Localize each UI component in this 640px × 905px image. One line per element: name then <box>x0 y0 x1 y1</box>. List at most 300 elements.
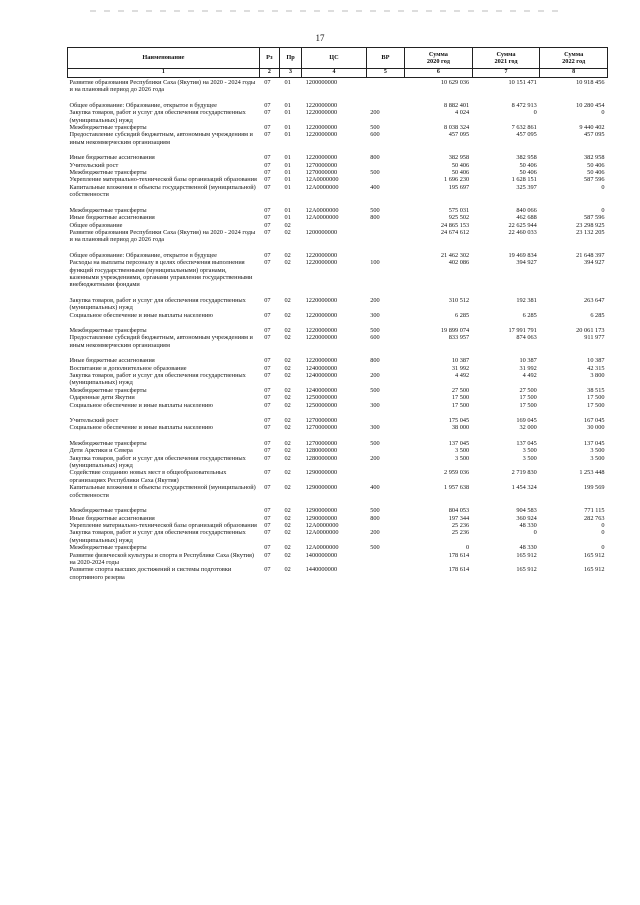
cell-sum-2021: 50 406 <box>519 161 537 169</box>
cell-cs: 12А0000000 <box>305 521 339 529</box>
cell-sum-2022: 167 045 <box>584 417 605 425</box>
cell-rz: 07 <box>264 521 271 529</box>
table-row <box>68 214 608 221</box>
cell-cs: 1440000000 <box>305 566 338 574</box>
cell-name: Укрепление материально-технической базы организаций образования <box>69 521 257 529</box>
cell-sum-2021: 169 045 <box>516 417 537 425</box>
cell-name: Общее образование: Образование, открытое в будущее <box>69 251 217 259</box>
cell-vr <box>366 394 404 401</box>
cell-name: Закупка товаров, работ и услуг для обеспечения государственных (муниципальных) нужд <box>69 454 246 470</box>
header-cs: ЦС <box>302 48 367 69</box>
cell-sum-2022: 394 927 <box>584 259 605 267</box>
cell-pr: 02 <box>284 221 291 229</box>
cell-rz: 07 <box>264 214 271 222</box>
cell-sum-2022: 21 648 397 <box>576 251 605 259</box>
cell-name: Общее образование <box>69 221 123 229</box>
table-row <box>68 252 608 259</box>
cell-vr: 500 <box>370 326 380 334</box>
cell-sum-2021: 4 492 <box>522 372 537 379</box>
table-row <box>68 484 608 499</box>
cell-sum-2021: 382 958 <box>516 154 537 162</box>
cell-sum-2020: 175 045 <box>448 417 470 425</box>
cell-cs: 1270000000 <box>305 417 338 425</box>
cell-pr: 02 <box>284 372 291 379</box>
cell-pr: 02 <box>284 296 291 304</box>
cell-rz: 07 <box>264 514 271 522</box>
cell-sum-2020: 1 957 638 <box>444 484 470 492</box>
cell-sum-2020: 178 614 <box>448 566 470 574</box>
cell-sum-2022: 0 <box>601 109 605 117</box>
cell-sum-2020: 833 957 <box>448 334 470 342</box>
cell-name: Закупка товаров, работ и услуг для обеспечения государственных (муниципальных) нужд <box>69 372 246 387</box>
cell-cs: 12А0000000 <box>305 544 339 552</box>
cell-cs: 1220000000 <box>305 311 338 319</box>
cell-name: Социальное обеспечение и иные выплаты населению <box>69 401 213 409</box>
cell-cs: 1240000000 <box>305 364 338 372</box>
cell-name: Межбюджетные трансферты <box>69 507 147 515</box>
cell-sum-2020: 382 958 <box>448 154 470 162</box>
cell-sum-2022: 165 912 <box>584 566 605 574</box>
cell-vr <box>366 229 404 244</box>
table-row <box>68 544 608 551</box>
cell-sum-2021: 27 500 <box>519 386 537 394</box>
cell-vr <box>366 222 404 229</box>
cell-sum-2020: 197 344 <box>448 514 470 522</box>
cell-cs: 1280000000 <box>305 454 338 462</box>
cell-name: Закупка товаров, работ и услуг для обеспечения государственных (муниципальных) нужд <box>69 109 246 124</box>
cell-cs: 1400000000 <box>305 551 338 559</box>
cell-sum-2020: 402 086 <box>448 259 470 267</box>
cell-cs: 1220000000 <box>305 124 338 132</box>
cell-sum-2021: 3 500 <box>522 447 537 455</box>
cell-rz: 07 <box>264 401 271 409</box>
cell-sum-2021: 22 625 944 <box>508 221 537 229</box>
cell-name: Общее образование: Образование, открытое в будущее <box>69 101 217 109</box>
cell-pr: 02 <box>284 401 291 409</box>
cell-rz: 07 <box>264 326 271 334</box>
cell-pr: 02 <box>284 364 291 372</box>
cell-rz: 07 <box>264 161 271 169</box>
cell-vr: 800 <box>370 154 380 162</box>
cell-vr: 200 <box>370 454 380 462</box>
table-row <box>68 507 608 514</box>
cell-pr: 02 <box>284 394 291 402</box>
cell-rz: 07 <box>264 551 271 559</box>
cell-sum-2021: 0 <box>533 529 537 537</box>
cell-sum-2021: 462 688 <box>516 214 537 222</box>
cell-vr: 500 <box>370 206 380 214</box>
cell-sum-2022: 23 298 925 <box>576 221 605 229</box>
cell-rz: 07 <box>264 469 271 477</box>
cell-pr: 02 <box>284 454 291 462</box>
cell-cs: 1220000000 <box>305 101 338 109</box>
cell-cs: 1220000000 <box>305 334 338 342</box>
cell-name: Учительский рост <box>69 417 119 425</box>
cell-cs: 1290000000 <box>305 514 338 522</box>
cell-pr: 02 <box>284 424 291 432</box>
cell-name: Содействие созданию новых мест в общеобразовательных организациях Республики Саха (Якутия) <box>69 469 227 484</box>
cell-sum-2020: 24 674 612 <box>440 228 470 236</box>
table-row <box>68 455 608 470</box>
cell-vr <box>366 78 404 94</box>
cell-vr: 100 <box>370 259 380 267</box>
cell-vr: 200 <box>370 372 380 379</box>
cell-pr: 02 <box>284 507 291 515</box>
cell-sum-2022: 587 596 <box>584 176 605 184</box>
cell-sum-2021: 32 000 <box>519 424 537 432</box>
cell-rz: 07 <box>264 221 271 229</box>
table-row <box>68 176 608 183</box>
cell-pr: 02 <box>284 484 291 492</box>
cell-vr: 600 <box>370 334 380 342</box>
cell-sum-2021: 1 454 324 <box>511 484 537 492</box>
cell-pr: 01 <box>284 214 291 222</box>
cell-rz: 07 <box>264 394 271 402</box>
scan-artifact <box>90 10 560 12</box>
table-row <box>68 124 608 131</box>
cell-sum-2022: 3 500 <box>590 454 605 462</box>
spacer-cell <box>68 499 608 507</box>
cell-cs: 1240000000 <box>305 386 338 394</box>
cell-pr: 02 <box>284 417 291 425</box>
cell-vr <box>366 162 404 169</box>
cell-vr: 500 <box>370 544 380 552</box>
cell-sum-2022: 0 <box>601 206 605 214</box>
cell-sum-2020: 10 629 036 <box>440 79 470 86</box>
cell-sum-2022: 165 912 <box>584 551 605 559</box>
table-row <box>68 162 608 169</box>
cell-sum-2020: 25 236 <box>451 521 470 529</box>
cell-sum-2020: 310 512 <box>448 296 470 304</box>
table-row <box>68 469 608 484</box>
cell-pr: 02 <box>284 228 291 236</box>
table-row <box>68 447 608 454</box>
cell-sum-2022: 911 977 <box>584 334 605 342</box>
cell-name: Межбюджетные трансферты <box>69 326 147 334</box>
cell-sum-2020: 10 387 <box>451 357 470 365</box>
cell-sum-2020: 4 024 <box>455 109 470 117</box>
cell-sum-2022: 137 045 <box>584 439 605 447</box>
cell-sum-2020: 0 <box>466 544 470 552</box>
cell-cs: 1290000000 <box>305 484 338 492</box>
cell-sum-2022: 282 763 <box>584 514 605 522</box>
cell-cs: 12А0000000 <box>305 183 339 191</box>
cell-sum-2022: 6 285 <box>590 311 605 319</box>
cell-sum-2021: 1 628 151 <box>511 176 537 184</box>
cell-vr: 400 <box>370 484 380 492</box>
cell-sum-2022: 382 958 <box>584 154 605 162</box>
cell-vr: 200 <box>370 109 380 117</box>
cell-sum-2020: 195 697 <box>448 183 470 191</box>
cell-sum-2020: 31 992 <box>451 364 470 372</box>
column-index-row <box>68 69 608 78</box>
cell-sum-2022: 50 406 <box>587 169 605 177</box>
cell-pr: 01 <box>284 154 291 162</box>
cell-sum-2021: 904 583 <box>516 507 537 515</box>
cell-rz: 07 <box>264 101 271 109</box>
table-row <box>68 259 608 289</box>
cell-sum-2022: 3 500 <box>590 447 605 455</box>
cell-pr: 01 <box>284 161 291 169</box>
cell-name: Иные бюджетные ассигнования <box>69 357 155 365</box>
cell-rz: 07 <box>264 154 271 162</box>
table-row <box>68 529 608 544</box>
spacer-cell <box>68 146 608 154</box>
cell-rz: 07 <box>264 79 271 86</box>
cell-pr: 01 <box>284 183 291 191</box>
cell-name: Межбюджетные трансферты <box>69 386 147 394</box>
cell-vr: 500 <box>370 124 380 132</box>
col-index: 1 <box>68 69 260 78</box>
cell-pr: 02 <box>284 469 291 477</box>
table-row <box>68 131 608 146</box>
table-row <box>68 552 608 567</box>
cell-name: Социальное обеспечение и иные выплаты населению <box>69 424 213 432</box>
cell-sum-2021: 457 095 <box>516 131 537 139</box>
cell-rz: 07 <box>264 334 271 342</box>
spacer-cell <box>68 199 608 207</box>
cell-pr: 02 <box>284 357 291 365</box>
header-name: Наименование <box>68 48 260 69</box>
cell-name: Воспитание и дополнительное образование <box>69 364 187 372</box>
cell-sum-2020: 4 492 <box>455 372 470 379</box>
cell-pr: 01 <box>284 131 291 139</box>
cell-sum-2020: 17 500 <box>451 394 470 402</box>
cell-sum-2022: 50 406 <box>587 161 605 169</box>
cell-name: Иные бюджетные ассигнования <box>69 514 155 522</box>
cell-name: Межбюджетные трансферты <box>69 124 147 132</box>
cell-sum-2020: 50 406 <box>451 161 470 169</box>
cell-sum-2020: 137 045 <box>448 439 470 447</box>
cell-name: Иные бюджетные ассигнования <box>69 154 155 162</box>
cell-rz: 07 <box>264 386 271 394</box>
col-index: 4 <box>302 69 367 78</box>
cell-name: Закупка товаров, работ и услуг для обеспечения государственных (муниципальных) нужд <box>69 529 246 544</box>
cell-sum-2021: 137 045 <box>516 439 537 447</box>
header-sum-2022: Сумма 2022 год <box>540 48 608 69</box>
table-body <box>68 78 608 582</box>
cell-name: Предоставление субсидий бюджетным, автономным учреждениям и иным некоммерческим организациям <box>69 334 253 349</box>
cell-rz: 07 <box>264 206 271 214</box>
cell-sum-2021: 2 719 830 <box>511 469 537 477</box>
cell-vr: 200 <box>370 529 380 537</box>
cell-sum-2022: 17 500 <box>587 394 605 402</box>
cell-rz: 07 <box>264 529 271 537</box>
table-row <box>68 424 608 431</box>
cell-name: Дети Арктики и Севера <box>69 447 133 455</box>
cell-sum-2022: 20 061 173 <box>576 326 605 334</box>
cell-pr: 02 <box>284 551 291 559</box>
col-index: 3 <box>279 69 301 78</box>
spacer-row <box>68 289 608 297</box>
cell-name: Межбюджетные трансферты <box>69 544 147 552</box>
cell-pr: 01 <box>284 101 291 109</box>
spacer-cell <box>68 349 608 357</box>
table-row <box>68 372 608 387</box>
cell-sum-2021: 19 469 834 <box>508 251 537 259</box>
table-row <box>68 402 608 409</box>
cell-cs: 1290000000 <box>305 469 338 477</box>
cell-sum-2020: 25 236 <box>451 529 470 537</box>
cell-sum-2021: 10 151 471 <box>508 79 537 86</box>
cell-cs: 1220000000 <box>305 131 338 139</box>
cell-rz: 07 <box>264 228 271 236</box>
cell-vr: 400 <box>370 183 380 191</box>
cell-sum-2021: 165 912 <box>516 551 537 559</box>
cell-cs: 1250000000 <box>305 401 338 409</box>
table-row <box>68 440 608 447</box>
cell-vr: 200 <box>370 296 380 304</box>
cell-pr: 02 <box>284 386 291 394</box>
cell-pr: 01 <box>284 176 291 184</box>
cell-name: Развитие образования Республики Саха (Якутия) на 2020 - 2024 годы и на плановый период до 2026 года <box>69 228 256 244</box>
spacer-cell <box>68 432 608 440</box>
col-index: 2 <box>259 69 279 78</box>
table-row <box>68 78 608 94</box>
cell-pr: 01 <box>284 124 291 132</box>
page-number: 17 <box>315 33 325 43</box>
cell-sum-2022: 263 647 <box>584 296 605 304</box>
cell-pr: 02 <box>284 439 291 447</box>
cell-sum-2022: 9 440 402 <box>579 124 605 132</box>
cell-vr <box>366 552 404 567</box>
cell-cs: 1220000000 <box>305 154 338 162</box>
cell-sum-2021: 360 924 <box>516 514 537 522</box>
cell-sum-2021: 17 991 791 <box>508 326 537 334</box>
cell-rz: 07 <box>264 311 271 319</box>
cell-sum-2021: 50 406 <box>519 169 537 177</box>
cell-sum-2020: 1 696 230 <box>444 176 470 184</box>
cell-rz: 07 <box>264 124 271 132</box>
cell-cs: 1270000000 <box>305 424 338 432</box>
cell-sum-2020: 50 406 <box>451 169 470 177</box>
cell-vr <box>366 252 404 259</box>
cell-rz: 07 <box>264 566 271 574</box>
spacer-row <box>68 244 608 252</box>
cell-sum-2022: 42 315 <box>587 364 605 372</box>
cell-cs: 12А0000000 <box>305 529 339 537</box>
cell-rz: 07 <box>264 484 271 492</box>
table-row <box>68 515 608 522</box>
cell-pr: 02 <box>284 521 291 529</box>
cell-sum-2020: 178 614 <box>448 551 470 559</box>
cell-rz: 07 <box>264 251 271 259</box>
table-row <box>68 334 608 349</box>
cell-vr: 300 <box>370 401 380 409</box>
table-row <box>68 169 608 176</box>
cell-rz: 07 <box>264 439 271 447</box>
cell-cs: 1200000000 <box>305 228 338 236</box>
cell-sum-2020: 804 053 <box>448 507 470 515</box>
cell-vr <box>366 176 404 183</box>
cell-sum-2022: 0 <box>601 521 605 529</box>
cell-sum-2022: 17 500 <box>587 401 605 409</box>
spacer-row <box>68 319 608 327</box>
cell-sum-2021: 840 066 <box>516 206 537 214</box>
table-row <box>68 312 608 319</box>
cell-rz: 07 <box>264 131 271 139</box>
cell-cs: 1270000000 <box>305 169 338 177</box>
cell-rz: 07 <box>264 259 271 267</box>
cell-pr: 02 <box>284 334 291 342</box>
header-vr: ВР <box>366 48 404 69</box>
cell-sum-2021: 31 992 <box>519 364 537 372</box>
cell-sum-2022: 0 <box>601 529 605 537</box>
cell-pr: 01 <box>284 109 291 117</box>
cell-name: Учительский рост <box>69 161 119 169</box>
cell-sum-2021: 10 387 <box>519 357 537 365</box>
cell-cs: 1250000000 <box>305 394 338 402</box>
cell-vr: 600 <box>370 131 380 139</box>
cell-sum-2022: 38 515 <box>587 386 605 394</box>
cell-cs: 12А0000000 <box>305 214 339 222</box>
cell-vr <box>366 469 404 484</box>
cell-sum-2021: 325 397 <box>516 183 537 191</box>
cell-sum-2020: 24 865 153 <box>440 221 470 229</box>
cell-vr <box>366 102 404 109</box>
cell-pr: 02 <box>284 447 291 455</box>
cell-sum-2022: 587 596 <box>584 214 605 222</box>
cell-vr <box>366 365 404 372</box>
cell-sum-2020: 6 285 <box>455 311 470 319</box>
cell-vr: 300 <box>370 311 380 319</box>
cell-name: Иные бюджетные ассигнования <box>69 214 155 222</box>
header-sum-2020: Сумма 2020 год <box>405 48 473 69</box>
cell-rz: 07 <box>264 447 271 455</box>
table-row <box>68 522 608 529</box>
cell-sum-2020: 457 095 <box>448 131 470 139</box>
cell-sum-2022: 23 132 205 <box>576 228 605 236</box>
cell-sum-2021: 0 <box>533 109 537 117</box>
cell-vr: 800 <box>370 357 380 365</box>
cell-name: Одаренные дети Якутии <box>69 394 135 402</box>
cell-sum-2020: 19 899 074 <box>440 326 470 334</box>
cell-vr: 800 <box>370 514 380 522</box>
cell-name: Закупка товаров, работ и услуг для обеспечения государственных (муниципальных) нужд <box>69 296 246 312</box>
cell-sum-2021: 874 063 <box>516 334 537 342</box>
cell-rz: 07 <box>264 169 271 177</box>
cell-name: Межбюджетные трансферты <box>69 169 147 177</box>
spacer-row <box>68 432 608 440</box>
cell-sum-2022: 30 000 <box>587 424 605 432</box>
col-index: 5 <box>366 69 404 78</box>
cell-sum-2021: 7 632 861 <box>511 124 537 132</box>
cell-rz: 07 <box>264 183 271 191</box>
cell-sum-2020: 925 502 <box>448 214 470 222</box>
cell-name: Капитальные вложения в объекты государственной (муниципальной) собственности <box>69 183 256 199</box>
col-index: 7 <box>472 69 540 78</box>
cell-sum-2022: 199 569 <box>584 484 605 492</box>
cell-cs: 1220000000 <box>305 357 338 365</box>
cell-pr: 02 <box>284 566 291 574</box>
cell-name: Межбюджетные трансферты <box>69 206 147 214</box>
cell-rz: 07 <box>264 417 271 425</box>
cell-rz: 07 <box>264 357 271 365</box>
cell-vr <box>366 447 404 454</box>
cell-cs: 1270000000 <box>305 161 338 169</box>
cell-cs <box>302 222 367 229</box>
cell-sum-2020: 21 462 302 <box>440 251 470 259</box>
cell-pr: 01 <box>284 206 291 214</box>
cell-pr: 01 <box>284 79 291 86</box>
col-index: 6 <box>405 69 473 78</box>
col-index: 8 <box>540 69 608 78</box>
cell-sum-2022: 0 <box>601 544 605 552</box>
cell-sum-2020: 8 882 401 <box>444 101 470 109</box>
cell-cs: 1220000000 <box>305 259 338 267</box>
cell-name: Укрепление материально-технической базы организаций образования <box>69 176 257 184</box>
cell-name: Социальное обеспечение и иные выплаты населению <box>69 311 213 319</box>
